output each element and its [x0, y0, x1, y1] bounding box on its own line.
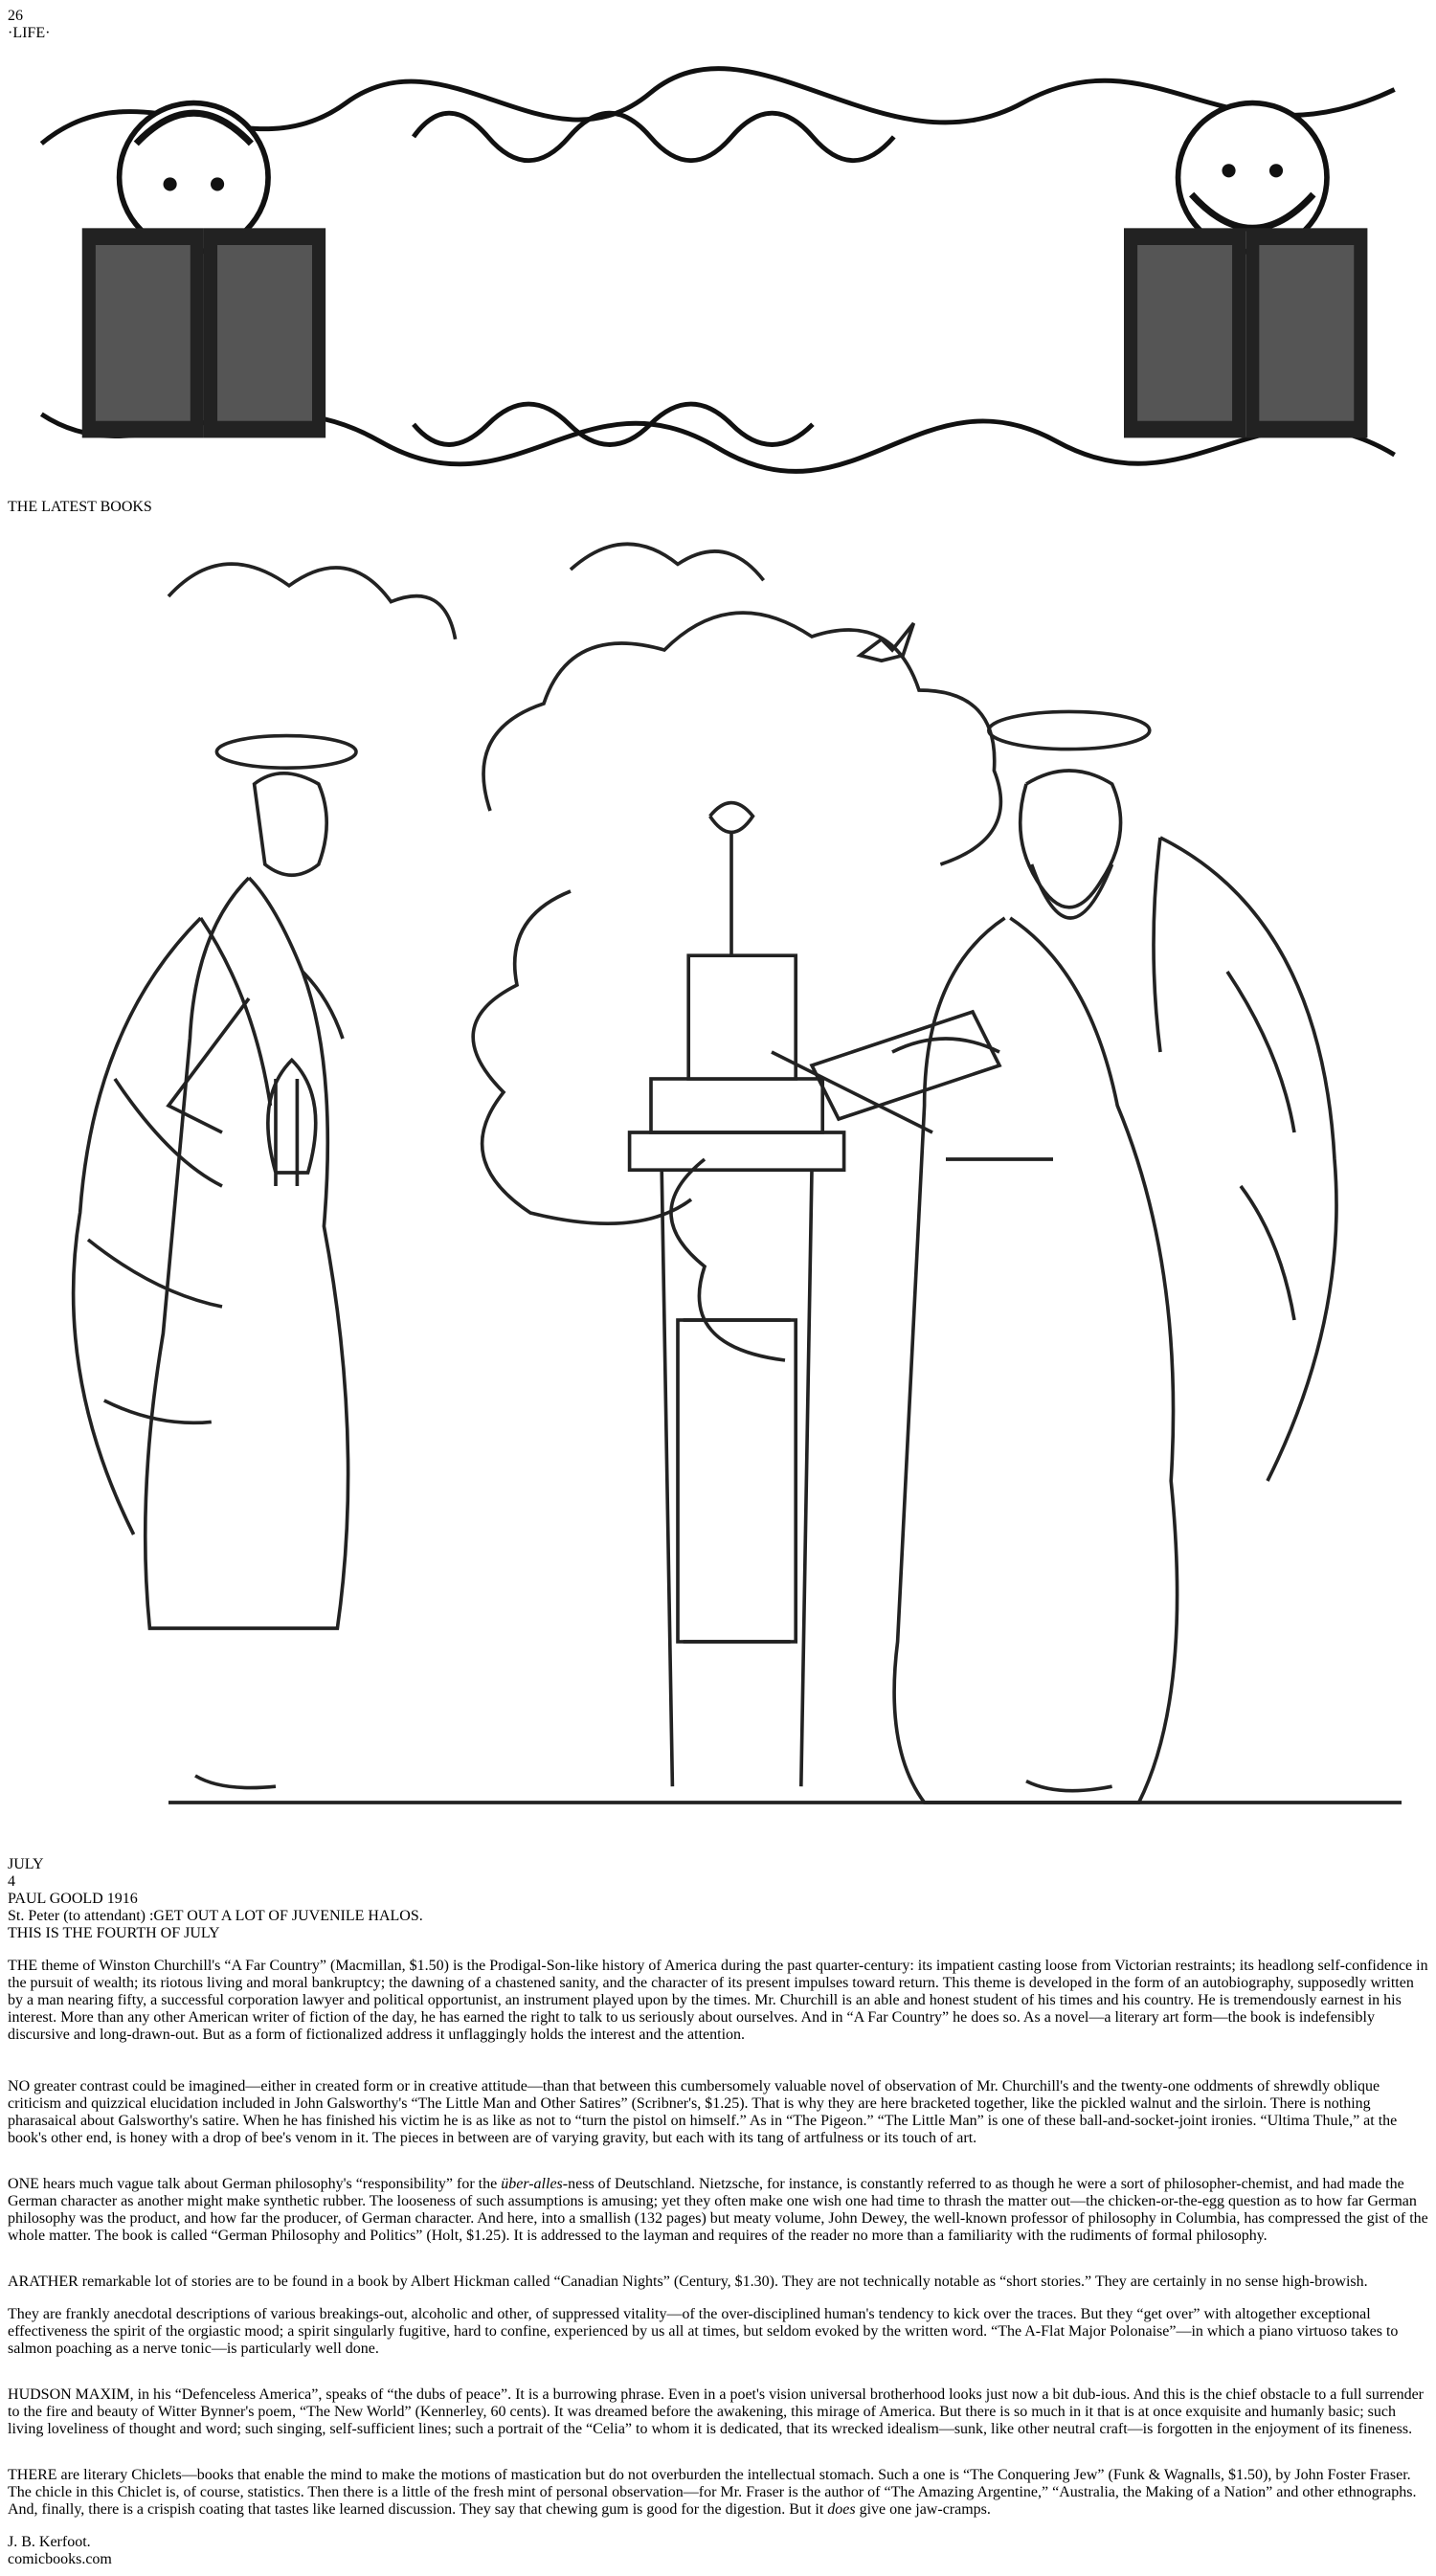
- watermark: comicbooks.com: [8, 2551, 112, 2567]
- artist-signature: PAUL GOOLD 1916: [8, 1891, 138, 1907]
- review-maxim-bynner: [8, 2386, 1428, 2438]
- right-reader: [1124, 103, 1367, 438]
- latest-books-banner: [8, 42, 1428, 516]
- review-churchill: [8, 1958, 1428, 2044]
- banner-title: THE LATEST BOOKS: [8, 499, 152, 515]
- paragraph-text: They are frankly anecdotal descriptions of various breakings-out, alcoholic and other, of suppressed vitality—of the over-disciplined human's tendency to kick over the traces. But they “get over” with altogether exceptional effectiveness the spirit of the orgiastic mood; a spirit singularly fugitive, hard to confine, experienced by us all at times, but seldom evoked by the written word. “The A-Flat Major Polonaise”—in which a piano virtuoso takes to salmon poaching as a nerve tonic—is particularly well done.: [8, 2306, 1399, 2357]
- cartoon-illustration: [8, 516, 1428, 1908]
- calendar-month: JULY: [8, 1856, 44, 1872]
- review-hickman: [8, 2274, 1428, 2291]
- review-dewey: [8, 2176, 1428, 2245]
- paragraph-text-cont: give one jaw-cramps.: [855, 2501, 991, 2518]
- dropcap: H: [8, 2386, 19, 2403]
- left-column: [8, 1958, 1428, 2291]
- left-reader: [82, 103, 325, 438]
- paper-sheet: [8, 8, 1428, 2551]
- review-galsworthy: [8, 2078, 1428, 2147]
- caption-speaker: St. Peter (to attendant) :: [8, 1908, 154, 1924]
- paragraph-text: HERE are literary Chiclets—books that enable the mind to make the motions of mastication but do not overburden the intellectual stomach. Such a one is “The Conquering Jew” (Funk & Wagnalls, $1.50), by John Foster Fraser. The chicle in this Chiclet is, of course, statistics. Then there is a little of the fresh mint of personal observation—for Mr. Fraser is the author of “The Amazing Argentine,” “Australia, the Making of a Nation” and other ethnographs. And, finally, there is a crispish coating that tastes like learned discussion. They say that chewing gum is good for the digestion. But it: [8, 2467, 1417, 2518]
- italic-text: does: [827, 2501, 856, 2518]
- caption-line-2: THIS IS THE FOURTH OF JULY: [8, 1925, 220, 1941]
- masthead-life: ·LIFE·: [8, 25, 51, 41]
- author-signature: J. B. Kerfoot.: [8, 2534, 91, 2550]
- banner-title-box: [8, 499, 1428, 516]
- paragraph-text-cont: -ness of Deutschland. Nietzsche, for instance, is constantly referred to as though he were a sort of philosopher-chemist, and had made the German character as another might make synthetic rubber. The looseness of such assumptions is amusing; yet they often make one wish one had time to thrash the matter out—the chicken-or-the-egg question as to how far German philosophy was the product, and how far the producer, of German character. And here, into a smallish (132 pages) but meaty volume, John Dewey, the well-known professor of philosophy in Columbia, has compressed the gist of the whole matter. The book is called “German Philosophy and Politics” (Holt, $1.25). It is addressed to the layman and requires of the reader no more than a familiarity with the rudiments of formal philosophy.: [8, 2176, 1428, 2244]
- dropcap: T: [8, 1958, 17, 1974]
- angels-cartoon-icon: [8, 516, 1428, 1856]
- calendar-day: 4: [8, 1873, 15, 1890]
- paragraph-text: UDSON MAXIM, in his “Defenceless America”, speaks of “the dubs of peace”. It is a burrowing phrase. Even in a poet's vision universal brotherhood looks just now a bit dub-ious. And this is the chief obstacle to a full surrender to the fire and beauty of Witter Bynner's poem, “The New World” (Kennerley, 60 cents). It was dreamed before the awakening, this mirage of America. But there is so much in it that is at once exquisite and humanly basic; such living loveliness of thought and word; such singing, self-sufficient lines; such a portrait of the “Celia” to whom it is dedicated, that its wrecked idealism—sunk, like other neutral craft—is forgotten in the enjoyment of its fineness.: [8, 2386, 1424, 2437]
- paragraph-text: RATHER remarkable lot of stories are to be found in a book by Albert Hickman called “Canadian Nights” (Century, $1.30). They are not technically notable as “short stories.” They are certainly in no sense high-browish.: [18, 2274, 1368, 2290]
- review-fraser: [8, 2467, 1428, 2519]
- review-hickman-continued: [8, 2306, 1428, 2358]
- cartoon-caption: [8, 1908, 1428, 1942]
- dropcap: N: [8, 2078, 19, 2094]
- paragraph-text: O greater contrast could be imagined—either in created form or in creative attitude—than that between this cumbersomely valuable novel of observation of Mr. Churchill's and the twenty-one oddments of shrewdly oblique criticism and quizzical elucidation included in John Galsworthy's “The Little Man and Other Satires” (Scribner's, $1.25). That is why they are here bracketed together, like the pickled walnut and the sirloin. There is nothing pharasaical about Galsworthy's satire. When he has finished his victim he is as like as not to “turn the pistol on himself.” As in “The Pigeon.” “The Little Man” is one of these ball-and-socket-joint ironies. “Ultima Thule,” at the book's other end, is honey with a drop of bee's venom in it. The pieces in between are of varying gravity, but each with its tang of artfulness or its touch of art.: [8, 2078, 1398, 2146]
- paragraph-text: NE hears much vague talk about German philosophy's “responsibility” for the: [18, 2176, 502, 2192]
- paragraph-text: HE theme of Winston Churchill's “A Far Country” (Macmillan, $1.50) is the Prodigal-Son-like history of America during the past quarter-century: its impatient casting loose from Victorian restraints; its headlong self-confidence in the pursuit of wealth; its riotous living and moral bankruptcy; the dawning of a chastened sanity, and the character of its present impulses toward return. This theme is developed in the form of an autobiography, supposedly written by a man nearing fifty, a successful corporation lawyer and political opportunist, an instrument played upon by the times. Mr. Churchill is an able and honest student of his times and his country. He is tremendously earnest in his interest. More than any other American writer of fiction of the day, he has earned the right to talk to us seriously about ourselves. And in “A Far Country” he does so. As a novel—a literary art form—the book is indefensibly discursive and long-drawn-out. But as a form of fictionalized address it unflaggingly holds the interest and the attention.: [8, 1958, 1428, 2043]
- calendar-july-4: [8, 1856, 1428, 1891]
- magazine-page: [8, 8, 1428, 2568]
- dropcap: A: [8, 2274, 19, 2290]
- caption-line-1: GET OUT A LOT OF JUVENILE HALOS.: [153, 1908, 423, 1924]
- dropcap: O: [8, 2176, 19, 2192]
- banner-ornament-icon: [8, 42, 1428, 499]
- dropcap: T: [8, 2467, 17, 2483]
- italic-text: über-alles: [501, 2176, 563, 2192]
- page-number: 26: [8, 8, 23, 24]
- right-column: [8, 2306, 1428, 2551]
